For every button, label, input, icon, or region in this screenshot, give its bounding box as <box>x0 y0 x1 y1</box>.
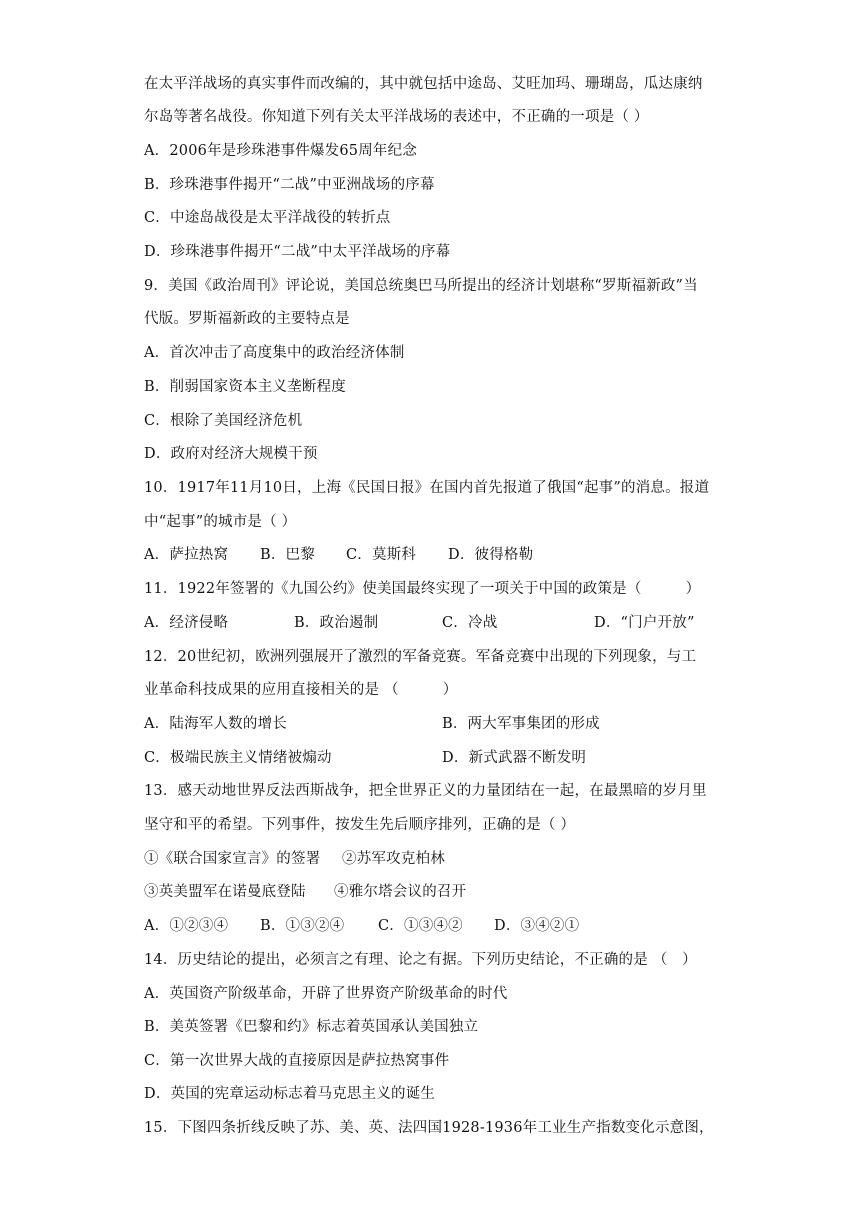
q12-option-a: A．陆海军人数的增长 <box>144 716 287 732</box>
q13-stem-line-1: 13．感天动地世界反法西斯战争，把全世界正义的力量团结在一起，在最黑暗的岁月里 <box>144 783 707 799</box>
q8-option-c: C．中途岛战役是太平洋战役的转折点 <box>144 210 391 226</box>
q11-option-a: A．经济侵略 <box>144 615 229 631</box>
q8-option-b: B．珍珠港事件揭开“二战”中亚洲战场的序幕 <box>144 177 435 193</box>
q10-option-b: B．巴黎 <box>260 547 315 563</box>
q14-option-a: A．英国资产阶级革命，开辟了世界资产阶级革命的时代 <box>144 986 508 1002</box>
q8-stem-line-2: 尔岛等著名战役。你知道下列有关太平洋战场的表述中，不正确的一项是（ ） <box>144 109 649 125</box>
q13-event-1: ①《联合国家宣言》的签署 <box>144 851 321 867</box>
q13-event-3: ③英美盟军在诺曼底登陆 <box>144 884 306 900</box>
q13-event-4: ④雅尔塔会议的召开 <box>334 884 467 900</box>
q13-option-b: B．①③②④ <box>260 918 345 934</box>
q12-option-b: B．两大军事集团的形成 <box>442 716 600 732</box>
q13-event-2: ②苏军攻克柏林 <box>342 851 445 867</box>
q12-stem-line-1: 12．20世纪初，欧洲列强展开了激烈的军备竞赛。军备竞赛中出现的下列现象，与工 <box>144 649 697 665</box>
q10-option-a: A．萨拉热窝 <box>144 547 229 563</box>
q11-option-c: C．冷战 <box>442 615 498 631</box>
q10-option-d: D．彼得格勒 <box>448 547 534 563</box>
q9-stem-line-2: 代版。罗斯福新政的主要特点是 <box>144 311 350 327</box>
q9-option-d: D．政府对经济大规模干预 <box>144 446 318 462</box>
q14-option-c: C．第一次世界大战的直接原因是萨拉热窝事件 <box>144 1053 450 1069</box>
q8-option-a: A．2006年是珍珠港事件爆发65周年纪念 <box>144 143 418 159</box>
q12-option-d: D．新式武器不断发明 <box>442 750 587 766</box>
q13-option-a: A．①②③④ <box>144 918 229 934</box>
q12-option-c: C．极端民族主义情绪被煽动 <box>144 750 332 766</box>
q13-option-d: D．③④②① <box>494 918 580 934</box>
q11-option-b: B．政治遏制 <box>294 615 379 631</box>
q12-stem-line-2: 业革命科技成果的应用直接相关的是 （ ） <box>144 682 458 698</box>
q10-stem-line-1: 10．1917年11月10日，上海《民国日报》在国内首先报道了俄国“起事”的消息。报道 <box>144 480 710 496</box>
q9-option-b: B．削弱国家资本主义垄断程度 <box>144 379 346 395</box>
q8-option-d: D．珍珠港事件揭开“二战”中太平洋战场的序幕 <box>144 244 451 260</box>
q14-stem-line-1: 14．历史结论的提出，必须言之有理、论之有据。下列历史结论，不正确的是 （ ） <box>144 952 697 968</box>
q13-option-c: C．①③④② <box>378 918 463 934</box>
q8-stem-line-1: 在太平洋战场的真实事件而改编的，其中就包括中途岛、艾旺加玛、珊瑚岛，瓜达康纳 <box>144 76 703 92</box>
q14-option-d: D．英国的宪章运动标志着马克思主义的诞生 <box>144 1086 436 1102</box>
q14-option-b: B．美英签署《巴黎和约》标志着英国承认美国独立 <box>144 1019 479 1035</box>
q11-stem-line-1: 11．1922年签署的《九国公约》使美国最终实现了一项关于中国的政策是（ ） <box>144 581 701 597</box>
q11-option-d: D．“门户开放” <box>594 615 695 631</box>
q13-stem-line-2: 坚守和平的希望。下列事件，按发生先后顺序排列，正确的是（ ） <box>144 817 576 833</box>
q10-stem-line-2: 中“起事”的城市是（ ） <box>144 514 297 530</box>
q15-stem-line-1: 15．下图四条折线反映了苏、美、英、法四国1928-1936年工业生产指数变化示意图， <box>144 1120 714 1136</box>
q9-stem-line-1: 9．美国《政治周刊》评论说，美国总统奥巴马所提出的经济计划堪称“罗斯福新政”当 <box>144 278 698 294</box>
q10-option-c: C．莫斯科 <box>346 547 417 563</box>
q9-option-a: A．首次冲击了高度集中的政治经济体制 <box>144 345 405 361</box>
q9-option-c: C．根除了美国经济危机 <box>144 413 303 429</box>
